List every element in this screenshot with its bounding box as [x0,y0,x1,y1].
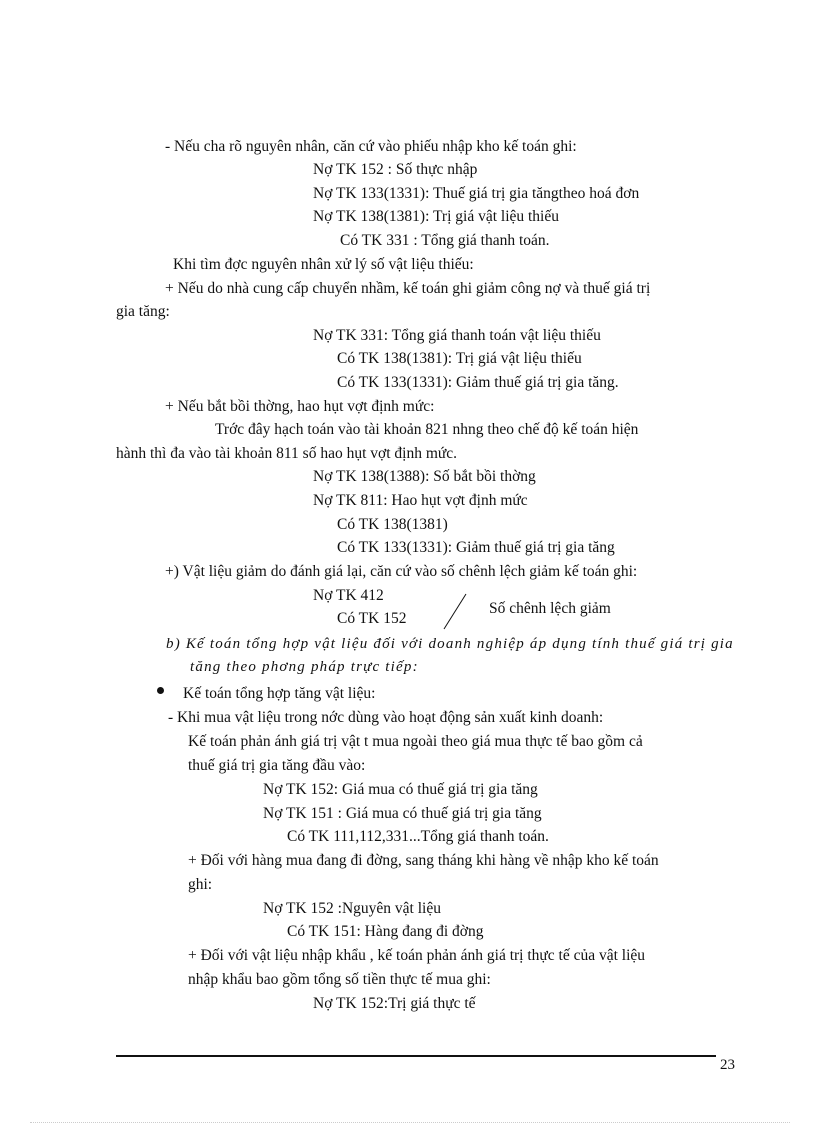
text-line: nhập khẩu bao gồm tổng số tiền thực tế mua ghi: [188,971,491,988]
text-line: Có TK 138(1381) [337,516,448,533]
text-line: + Nếu do nhà cung cấp chuyển nhầm, kế toán ghi giảm công nợ và thuế giá trị [165,280,651,297]
text-line: Nợ TK 138(1388): Số bắt bồi thờng [313,468,536,485]
text-line: Nợ TK 133(1331): Thuế giá trị gia tăngtheo hoá đơn [313,185,640,202]
text-line: Kế toán tổng hợp tăng vật liệu: [183,685,376,702]
text-line: Nợ TK 151 : Giá mua có thuế giá trị gia tăng [263,805,542,822]
text-line: Kế toán phản ánh giá trị vật t mua ngoài theo giá mua thực tế bao gồm cả [188,733,643,750]
text-line: Khi tìm đợc nguyên nhân xử lý số vật liệu thiếu: [173,256,474,273]
text-line: Có TK 111,112,331...Tổng giá thanh toán. [287,828,549,845]
text-line: Nợ TK 412 [313,587,384,604]
text-line: thuế giá trị gia tăng đầu vào: [188,757,366,774]
text-line: Nợ TK 331: Tổng giá thanh toán vật liệu thiếu [313,327,601,344]
text-line: Có TK 138(1381): Trị giá vật liệu thiếu [337,350,582,367]
text-line: Nợ TK 152:Trị giá thực tế [313,995,476,1012]
section-heading: tăng theo phơng pháp trực tiếp: [190,659,419,675]
section-heading: b) Kế toán tổng hợp vật liệu đối với doanh nghiệp áp dụng tính thuế giá trị gia [166,636,734,652]
text-line: Có TK 331 : Tổng giá thanh toán. [340,232,550,249]
text-line: - Nếu cha rõ nguyên nhân, căn cứ vào phiếu nhập kho kế toán ghi: [165,138,577,155]
text-line: Nợ TK 152 :Nguyên vật liệu [263,900,441,917]
text-line: + Đối với vật liệu nhập khẩu , kế toán phản ánh giá trị thực tế của vật liệu [188,947,646,964]
text-line: + Nếu bắt bồi thờng, hao hụt vợt định mức: [165,398,435,415]
footer-rule [116,1055,716,1057]
bullet-icon [157,687,164,694]
text-line: gia tăng: [116,303,170,320]
text-line: Có TK 152 [337,610,407,627]
text-line: Nợ TK 152 : Số thực nhập [313,161,478,178]
page-number: 23 [720,1057,735,1073]
text-line: - Khi mua vật liệu trong nớc dùng vào hoạt động sản xuất kinh doanh: [168,709,604,726]
text-line: ghi: [188,876,213,893]
text-line: Nợ TK 152: Giá mua có thuế giá trị gia tăng [263,781,538,798]
text-line: + Đối với hàng mua đang đi đờng, sang tháng khi hàng về nhập kho kế toán [188,852,659,869]
text-line: Nợ TK 138(1381): Trị giá vật liệu thiếu [313,208,559,225]
text-line: Có TK 133(1331): Giảm thuế giá trị gia tăng. [337,374,619,391]
text-line: +) Vật liệu giảm do đánh giá lại, căn cứ vào số chênh lệch giảm kế toán ghi: [165,563,638,580]
text-line: Nợ TK 811: Hao hụt vợt định mức [313,492,528,509]
text-line: Trớc đây hạch toán vào tài khoản 821 nhng theo chế độ kế toán hiện [215,421,639,438]
text-line: Số chênh lệch giảm [489,600,611,617]
text-line: Có TK 151: Hàng đang đi đờng [287,923,484,940]
text-line: hành thì đa vào tài khoản 811 số hao hụt vợt định mức. [116,445,458,462]
text-line: Có TK 133(1331): Giảm thuế giá trị gia tăng [337,539,615,556]
